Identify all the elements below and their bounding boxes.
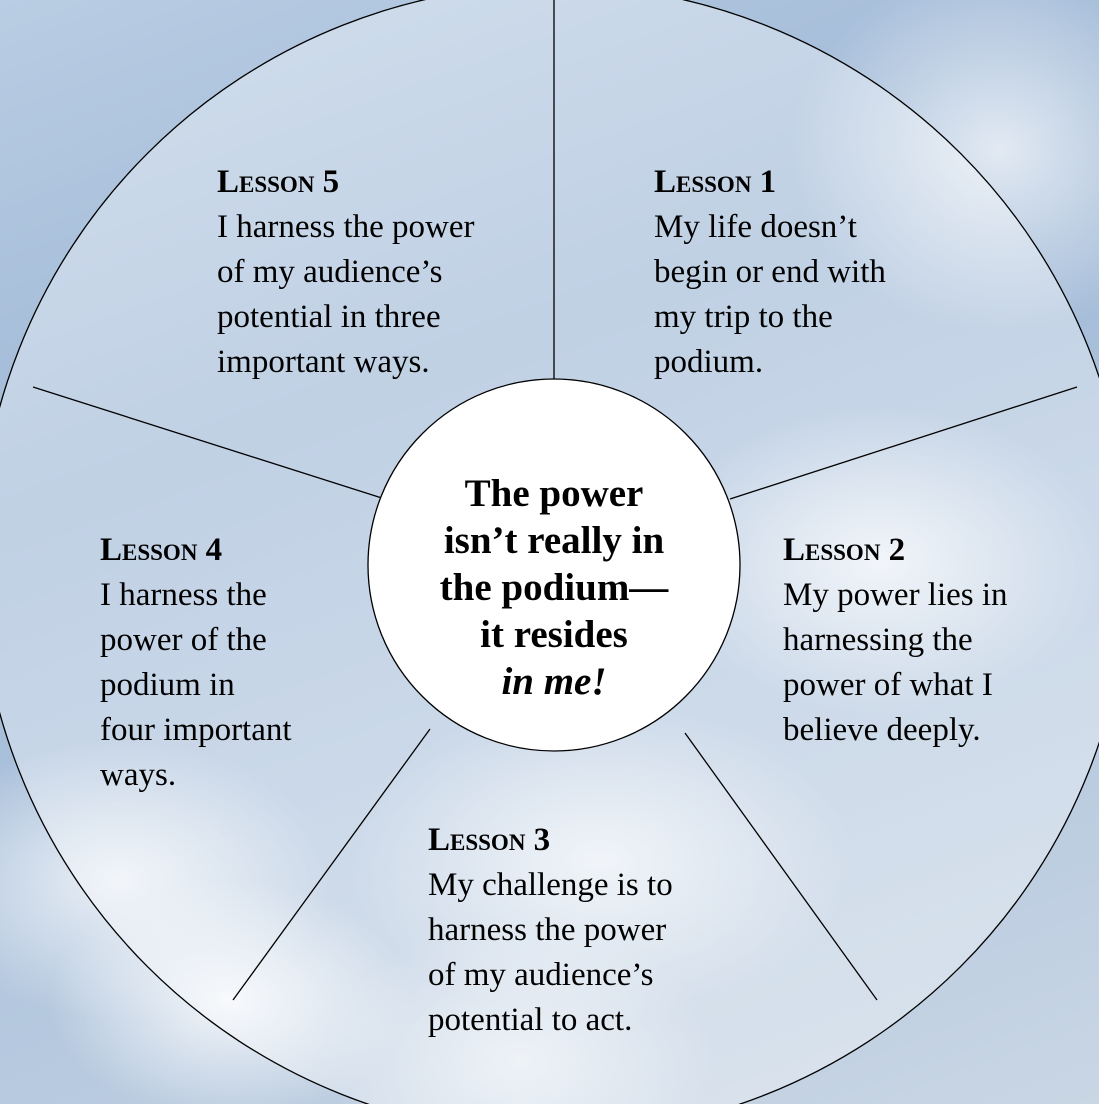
lesson-5-line: important ways.	[217, 344, 430, 380]
lesson-1-line: my trip to the	[654, 299, 833, 335]
lesson-2-title: Lesson 2	[783, 532, 906, 568]
central-message-line-2: isn’t really in	[443, 519, 665, 562]
lesson-3-title: Lesson 3	[428, 822, 551, 858]
lesson-1-segment	[654, 160, 886, 385]
lesson-5-title: Lesson 5	[217, 164, 340, 200]
lesson-4-line: power of the	[100, 622, 267, 658]
lesson-4-line: ways.	[100, 757, 177, 793]
lesson-4-segment	[100, 528, 292, 798]
lesson-4-line: four important	[100, 712, 292, 748]
lesson-5-segment	[217, 160, 475, 385]
lesson-5-line: of my audience’s	[217, 254, 443, 290]
lesson-5-line: potential in three	[217, 299, 441, 335]
lesson-3-segment	[428, 818, 673, 1043]
lesson-3-line: harness the power	[428, 912, 667, 948]
lesson-1-line: begin or end with	[654, 254, 886, 290]
central-message-line-4: it resides	[480, 613, 628, 656]
lesson-4-line: I harness the	[100, 577, 267, 613]
lesson-2-line: believe deeply.	[783, 712, 981, 748]
lesson-3-line: potential to act.	[428, 1002, 633, 1038]
lesson-3-line: of my audience’s	[428, 957, 654, 993]
lesson-5-line: I harness the power	[217, 209, 475, 245]
central-message-line-5: in me!	[501, 660, 607, 703]
central-message-line-1: The power	[464, 472, 644, 515]
lesson-1-line: My life doesn’t	[654, 209, 857, 245]
central-message-line-3: the podium—	[439, 566, 669, 609]
lesson-4-title: Lesson 4	[100, 532, 223, 568]
lesson-2-line: power of what I	[783, 667, 993, 703]
central-message	[388, 470, 720, 705]
lesson-2-segment	[783, 528, 1008, 753]
lesson-3-line: My challenge is to	[428, 867, 673, 903]
lesson-2-line: My power lies in	[783, 577, 1008, 613]
lesson-2-line: harnessing the	[783, 622, 973, 658]
lesson-1-title: Lesson 1	[654, 164, 777, 200]
lesson-4-line: podium in	[100, 667, 235, 703]
lesson-1-line: podium.	[654, 344, 764, 380]
